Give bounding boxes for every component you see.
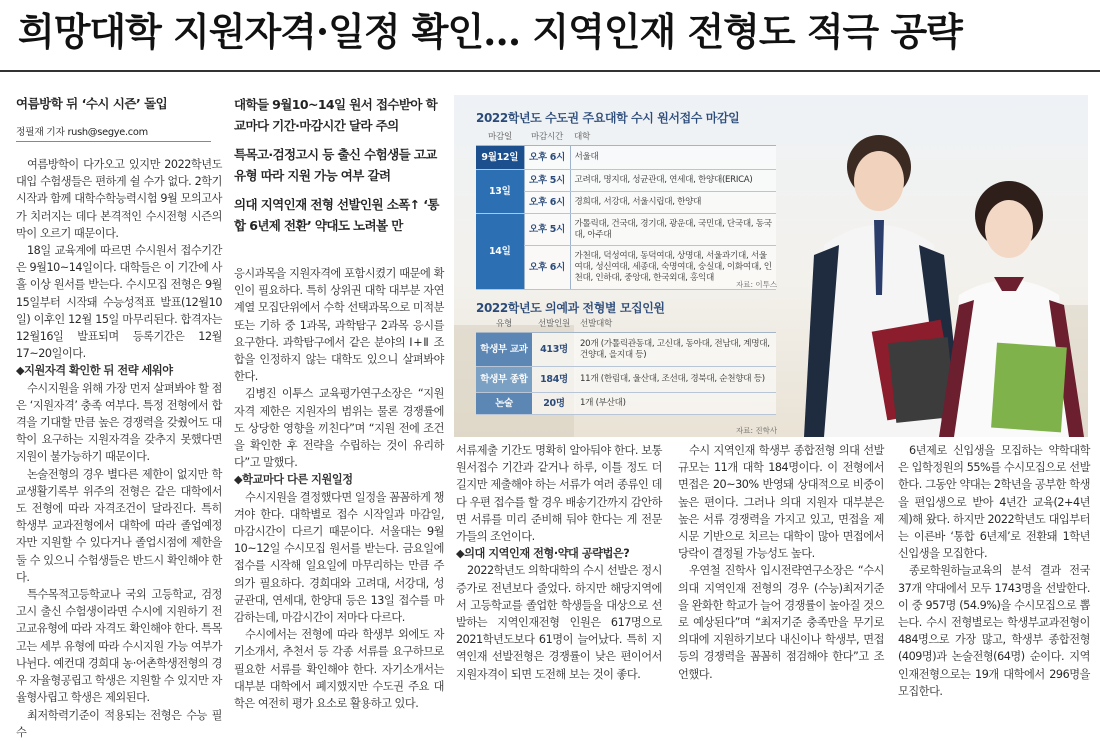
time-cell: 오후 6시 (524, 192, 570, 214)
univ-cell: 1개 (부산대) (576, 393, 776, 415)
table1-source: 자료: 이투스 (736, 280, 778, 289)
infographic (454, 95, 1088, 437)
type-cell: 논술 (476, 393, 532, 415)
deck (234, 95, 442, 245)
table1-title: 2022학년도 수도권 주요대학 수시 원서접수 마감일 (476, 111, 740, 125)
body-paragraph: 여름방학이 다가오고 있지만 2022학년도 대입 수험생들은 편하게 쉴 수가 없다. 2학기 시작과 함께 대학수학능력시험 9월 모의고사가 치러지는 데다 본격적인 수시전형 시즌의 막이 오르기 때문이다. (16, 158, 222, 240)
time-cell: 오후 5시 (524, 170, 570, 192)
deck-line: 의대 지역인재 전형 선발인원 소폭↑ ‘통합 6년제 전환’ 약대도 노려볼 만 (234, 197, 439, 233)
section-heading: ◆학교마다 다른 지원일정 (234, 473, 353, 487)
count-cell: 184명 (532, 367, 576, 393)
table-header: 유형 (476, 317, 532, 333)
section-heading: ◆의대 지역인재 전형·약대 공략법은? (456, 547, 630, 561)
body-paragraph: 수시지원을 결정했다면 일정을 꼼꼼하게 챙겨야 한다. 대학별로 접수 시작일과 마감일, 마감시간이 다르기 때문이다. 서울대는 9월10~12일 수시모집 원서를 받는다. 금요일에 접수를 시작해 일요일에 마무리하는 만큼 주의가 필요하다. 경희대와 고려대, 서강대, 성균관대, 연세대, 한양대 등은 13일 접수를 마감하는데, 마감시간이 저마다 다르다. (234, 490, 444, 625)
table-row (476, 333, 776, 367)
table-row (476, 367, 776, 393)
table-row (476, 170, 776, 192)
subhead: 여름방학 뒤 ‘수시 시즌’ 돌입 (16, 96, 168, 111)
time-cell: 오후 6시 (524, 246, 570, 290)
deck-line: 특목고·검정고시 등 출신 수험생들 고교 유형 따라 지원 가능 여부 갈려 (234, 147, 437, 183)
headline-rule (0, 70, 1100, 72)
univ-cell: 서울대 (570, 146, 776, 170)
date-cell: 13일 (476, 170, 524, 214)
table-header: 선발대학 (576, 317, 776, 333)
time-cell: 오후 5시 (524, 214, 570, 246)
table-header: 선발인원 (532, 317, 576, 333)
body-paragraph: 수시지원을 위해 가장 먼저 살펴봐야 할 점은 ‘지원자격’ 충족 여부다. 특정 전형에서 합격을 기대할 만큼 높은 경쟁력을 갖췄어도 대학이 요구하는 지원자격을 갖추지 못했다면 지원이 불가능하기 때문이다. (16, 381, 222, 464)
table-header: 마감시간 (524, 130, 570, 146)
table-row (476, 393, 776, 415)
table-header: 마감일 (476, 130, 524, 146)
time-cell: 오후 6시 (524, 146, 570, 170)
date-cell: 9월12일 (476, 146, 524, 170)
body-paragraph: 최저학력기준이 적용되는 전형은 수능 필수 (16, 708, 222, 739)
section-heading: ◆지원자격 확인한 뒤 전략 세워야 (16, 364, 173, 378)
univ-cell: 경희대, 서강대, 서울시립대, 한양대 (570, 192, 776, 214)
table-row (476, 214, 776, 246)
body-column-5 (898, 442, 1090, 700)
headline: 희망대학 지원자격·일정 확인… 지역인재 전형도 적극 공략 (18, 9, 962, 54)
univ-cell: 가천대, 덕성여대, 동덕여대, 상명대, 서울과기대, 서울여대, 성신여대, 세종대, 숙명여대, 숭실대, 이화여대, 인천대, 인하대, 중앙대, 한국외대, 홍익대 (570, 246, 776, 290)
body-paragraph: 특수목적고등학교나 국외 고등학교, 검정고시 출신 수험생이라면 수시에 지원하기 전 고교유형에 따라 자격도 확인해야 한다. 특목고는 세부 유형에 따라 수시지원 가능 여부가 나뉜다. 예컨대 경희대 농·어촌학생전형의 경우 자율형공립고 학생은 지원할 수 있지만 자율형사립고 학생은 제외된다. (16, 588, 222, 705)
table2-source: 자료: 진학사 (736, 426, 778, 435)
type-cell: 학생부 교과 (476, 333, 532, 367)
body-paragraph: 수시에서는 전형에 따라 학생부 외에도 자기소개서, 추천서 등 각종 서류를 요구하므로 필요한 서류를 확인해야 한다. 자기소개서는 대부분 대학에서 폐지했지만 수도권 주요 대학은 여전히 평가 요소로 활용하고 있다. (234, 628, 444, 711)
body-column-3 (456, 442, 662, 683)
body-column-2 (234, 265, 444, 712)
body-paragraph: 김병진 이투스 교육평가연구소장은 “지원자격 제한은 지원자의 범위는 물론 경쟁률에도 상당한 영향을 끼친다”며 “지원 전에 조건을 확인한 후 전략을 수립하는 것이 유리하다”고 말했다. (234, 387, 444, 470)
body-paragraph: 6년제로 신입생을 모집하는 약학대학은 입학정원의 55%를 수시모집으로 선발한다. 그동안 약대는 2학년을 공부한 학생을 편입생으로 받아 4년간 교육(2+4년제)해 왔다. 하지만 2022학년도 대입부터는 이른바 ‘통합 6년제’로 전환돼 1학년 신입생을 모집한다. (898, 444, 1090, 561)
body-paragraph: 응시과목을 지원자격에 포함시켰기 때문에 확인이 필요하다. 특히 상위권 대학 대부분 자연계열 모집단위에서 수학 선택과목으로 미적분 또는 기하 중 1과목, 과학탐구 2과목 응시를 요구한다. 과학탐구에서 같은 분야의 Ⅰ+Ⅱ 조합을 인정하지 않는 대학도 있으니 살펴봐야 한다. (234, 267, 444, 384)
count-cell: 413명 (532, 333, 576, 367)
deck-line: 대학들 9월10~14일 원서 접수받아 학교마다 기간·마감시간 달라 주의 (234, 97, 438, 133)
byline-rule (16, 141, 211, 142)
body-paragraph: 2022학년도 의학대학의 수시 선발은 정시 증가로 전년보다 줄었다. 하지만 해당지역에서 고등학교를 졸업한 학생들을 대상으로 선발하는 지역인재전형 인원은 617명으로 2021학년도보다 61명이 늘어났다. 특히 지역인재 선발전형은 경쟁률이 낮은 편이어서 지원자격이 되면 도전해 보는 것이 좋다. (456, 564, 662, 681)
univ-cell: 가톨릭대, 건국대, 경기대, 광운대, 국민대, 단국대, 동국대, 아주대 (570, 214, 776, 246)
type-cell: 학생부 종합 (476, 367, 532, 393)
body-paragraph: 18일 교육계에 따르면 수시원서 접수기간은 9월10~14일이다. 대학들은 이 기간에 사흘 이상 원서를 받는다. 수시모집 전형은 9월15일부터 시작돼 수능성적표 발표(12월10일) 이후인 12월 15일 마무리된다. 합격자는 12월16일 발표되며 등록기간은 12월17~20일이다. (16, 244, 222, 361)
date-cell: 14일 (476, 214, 524, 290)
univ-cell: 11개 (한림대, 울산대, 조선대, 경북대, 순천향대 등) (576, 367, 776, 393)
univ-cell: 20개 (가톨릭관동대, 고신대, 동아대, 전남대, 계명대, 건양대, 을지대 등) (576, 333, 776, 367)
deadline-table (476, 130, 776, 290)
byline: 정필재 기자 rush@segye.com (16, 127, 148, 138)
table-header: 대학 (570, 130, 776, 146)
medical-table (476, 317, 776, 415)
table2-title: 2022학년도 의예과 전형별 모집인원 (476, 301, 665, 315)
body-paragraph: 종로학원하늘교육의 분석 결과 전국 37개 약대에서 모두 1743명을 선발한다. 이 중 957명 (54.9%)을 수시모집으로 뽑는다. 수시 전형별로는 학생부교과전형이 484명으로 가장 많고, 학생부 종합전형(409명)과 논술전형(64명) 순이다. 지역인재전형으로는 19개 대학에서 296명을 모집한다. (898, 564, 1090, 698)
body-paragraph: 우연철 진학사 입시전략연구소장은 “수시 의대 지역인재 전형의 경우 (수능)최저기준을 완화한 학교가 늘어 경쟁률이 높아질 것으로 예상된다”며 “최저기준 충족만을 무기로 의대에 지원하기보다 내신이나 학생부, 면접 등의 경쟁력을 꼼꼼히 점검해야 한다”고 조언했다. (678, 564, 884, 681)
students-photo (784, 95, 1088, 437)
univ-cell: 고려대, 명지대, 성균관대, 연세대, 한양대(ERICA) (570, 170, 776, 192)
body-column-4 (678, 442, 884, 683)
body-column-1 (16, 156, 222, 741)
table-row (476, 146, 776, 170)
body-paragraph: 논술전형의 경우 별다른 제한이 없지만 학교생활기록부 위주의 전형은 같은 대학에서도 전형에 따라 자격조건이 달라진다. 특히 학생부 교과전형에서 대학에 따라 졸업예정자만 지원할 수 있다거나 졸업시점에 제한을 둘 수 있으니 수험생들은 반드시 확인해야 한다. (16, 467, 222, 584)
body-paragraph: 수시 지역인재 학생부 종합전형 의대 선발 규모는 11개 대학 184명이다. 이 전형에서 면접은 20~30% 반영돼 상대적으로 비중이 높은 편이다. 그러나 의대 지원자 대부분은 높은 서류 경쟁력을 가지고 있고, 면접을 제시문 기반으로 치르는 대학이 많아 면접에서 당락이 결정될 가능성도 높다. (678, 444, 884, 561)
body-paragraph: 서류제출 기간도 명확히 알아둬야 한다. 보통 원서접수 기간과 같거나 하루, 이틀 정도 더 길지만 제출해야 하는 서류가 여러 종류인 데다 우편 접수를 할 경우 배송기간까지 감안하면 서류를 미리 준비해 둬야 한다는 게 전문가들의 조언이다. (456, 444, 662, 544)
count-cell: 20명 (532, 393, 576, 415)
